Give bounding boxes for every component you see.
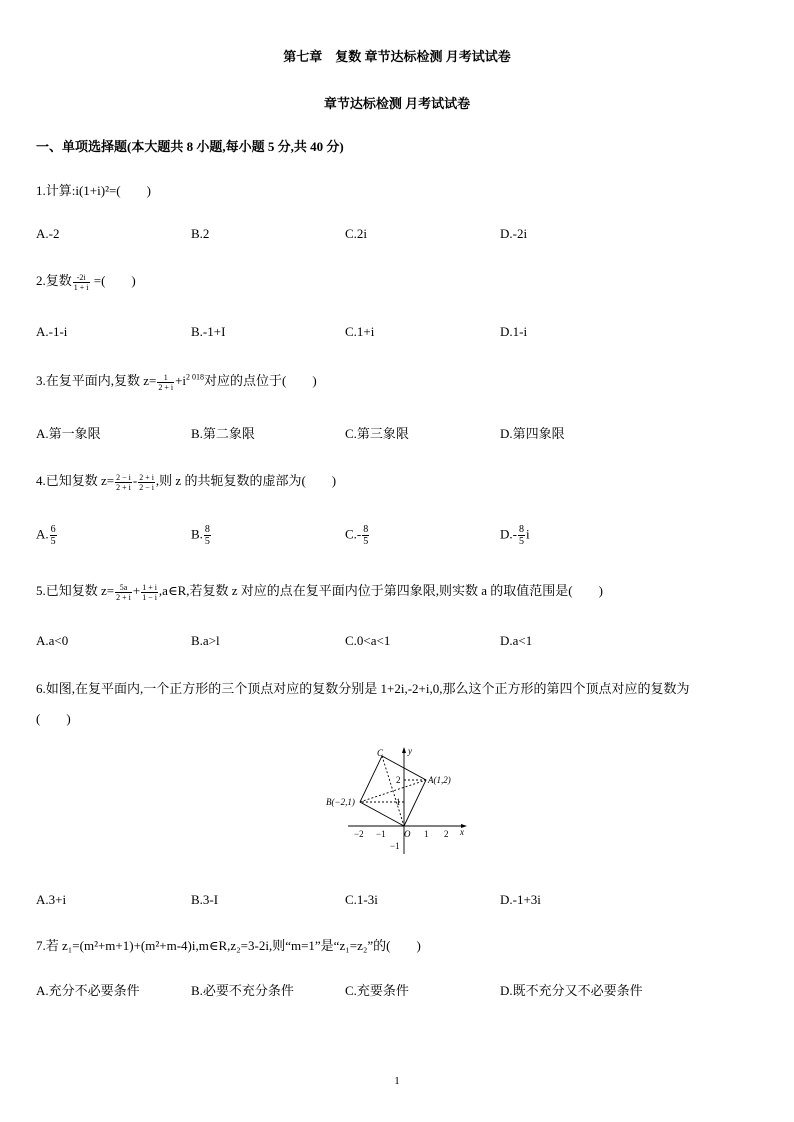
option-d[interactable]: D.1-i (500, 324, 528, 339)
section-heading: 一、单项选择题(本大题共 8 小题,每小题 5 分,共 40 分) (36, 139, 344, 154)
tick-y1: 1 (396, 797, 401, 807)
page-number: 1 (394, 1075, 400, 1087)
option-a[interactable]: A.-1-i (36, 324, 68, 339)
tick-y2: 2 (396, 775, 401, 785)
option-c[interactable]: C.充要条件 (345, 983, 409, 998)
fraction: $\frac{2 - i}{2 + i}$ (116, 472, 131, 492)
question-4-stem: 4.已知复数 z= $\frac{2 - i}{2 + i}$ - $\frac{2 + i}{2 - i}$ ,则 z 的共轭复数的虚部为( ) (36, 472, 337, 492)
fraction: $\frac{1}{2 + i}$ (158, 372, 174, 392)
option-c[interactable]: C.第三象限 (345, 426, 409, 441)
option-b[interactable]: B. $\frac{8}{5}$ (191, 524, 210, 547)
option-c[interactable]: C.1-3i (345, 892, 378, 907)
option-c[interactable]: C.- $\frac{8}{5}$ (345, 524, 369, 547)
option-d[interactable]: D.-2i (500, 226, 528, 241)
option-c[interactable]: C.1+i (345, 324, 375, 339)
tick-1: 1 (424, 829, 429, 839)
label-a: A(1,2) (428, 775, 451, 785)
option-b[interactable]: B.第二象限 (191, 426, 255, 441)
complex-plane-figure (320, 744, 470, 862)
question-6-stem-cont: ( ) (36, 711, 71, 726)
question-2-stem: 2.复数 $\frac{-2i}{1 + i}$ =( ) (36, 272, 136, 292)
label-x: x (460, 827, 464, 837)
document-title: 第七章 复数 章节达标检测 月考试试卷 (283, 49, 511, 64)
question-6-stem: 6.如图,在复平面内,一个正方形的三个顶点对应的复数分别是 1+2i,-2+i,0,那么这个正方形的第四个顶点对应的复数为 (36, 681, 690, 696)
fraction: $\frac{2 + i}{2 - i}$ (139, 472, 154, 492)
option-b[interactable]: B.a>l (191, 633, 220, 648)
tick-m1: −1 (376, 829, 386, 839)
label-y: y (408, 746, 412, 756)
option-a[interactable]: A.a<0 (36, 633, 69, 648)
option-b[interactable]: B.-1+I (191, 324, 226, 339)
tick-m2: −2 (354, 829, 364, 839)
option-a[interactable]: A.-2 (36, 226, 60, 241)
option-b[interactable]: B.必要不充分条件 (191, 983, 294, 998)
document-subtitle: 章节达标检测 月考试试卷 (323, 96, 471, 111)
option-a[interactable]: A.3+i (36, 892, 67, 907)
tick-ym1: −1 (390, 841, 400, 851)
label-b: B(−2,1) (326, 797, 355, 807)
option-b[interactable]: B.2 (191, 226, 210, 241)
question-3-stem: 3.在复平面内,复数 z= $\frac{1}{2 + i}$ $+i^{2 018}$对应的点位于( ) (36, 372, 317, 392)
question-7-stem: 7.若 z₁=(m²+m+1)+(m²+m-4)i,m∈R,z₂=3-2i,则“m=1”是“z₁=z₂”的( ) (36, 938, 421, 953)
label-c: C (377, 748, 384, 758)
option-c[interactable]: C.0<a<1 (345, 633, 391, 648)
fraction: $\frac{-2i}{1 + i}$ (73, 272, 89, 292)
option-a[interactable]: A.充分不必要条件 (36, 983, 140, 998)
option-c[interactable]: C.2i (345, 226, 368, 241)
option-d[interactable]: D.a<1 (500, 633, 533, 648)
option-d[interactable]: D.第四象限 (500, 426, 565, 441)
option-a[interactable]: A.第一象限 (36, 426, 101, 441)
option-d[interactable]: D.-1+3i (500, 892, 541, 907)
label-o: O (404, 829, 411, 839)
option-d[interactable]: D.既不充分又不必要条件 (500, 983, 643, 998)
tick-2: 2 (444, 829, 449, 839)
option-a[interactable]: A. $\frac{6}{5}$ (36, 524, 56, 547)
fraction: $\frac{1 + i}{1 - i}$ (142, 582, 157, 602)
question-1-stem: 1.计算:i(1+i)²=( ) (36, 183, 151, 198)
question-5-stem: 5.已知复数 z= $\frac{5a}{2 + i}$ + $\frac{1 + i}{1 - i}$ ,a∈R,若复数 z 对应的点在复平面内位于第四象限,则实数 a 的取值范围是( ) (36, 582, 603, 602)
fraction: $\frac{5a}{2 + i}$ (116, 582, 131, 602)
option-b[interactable]: B.3-I (191, 892, 219, 907)
option-d[interactable]: D.- $\frac{8}{5}$ i (500, 524, 530, 547)
